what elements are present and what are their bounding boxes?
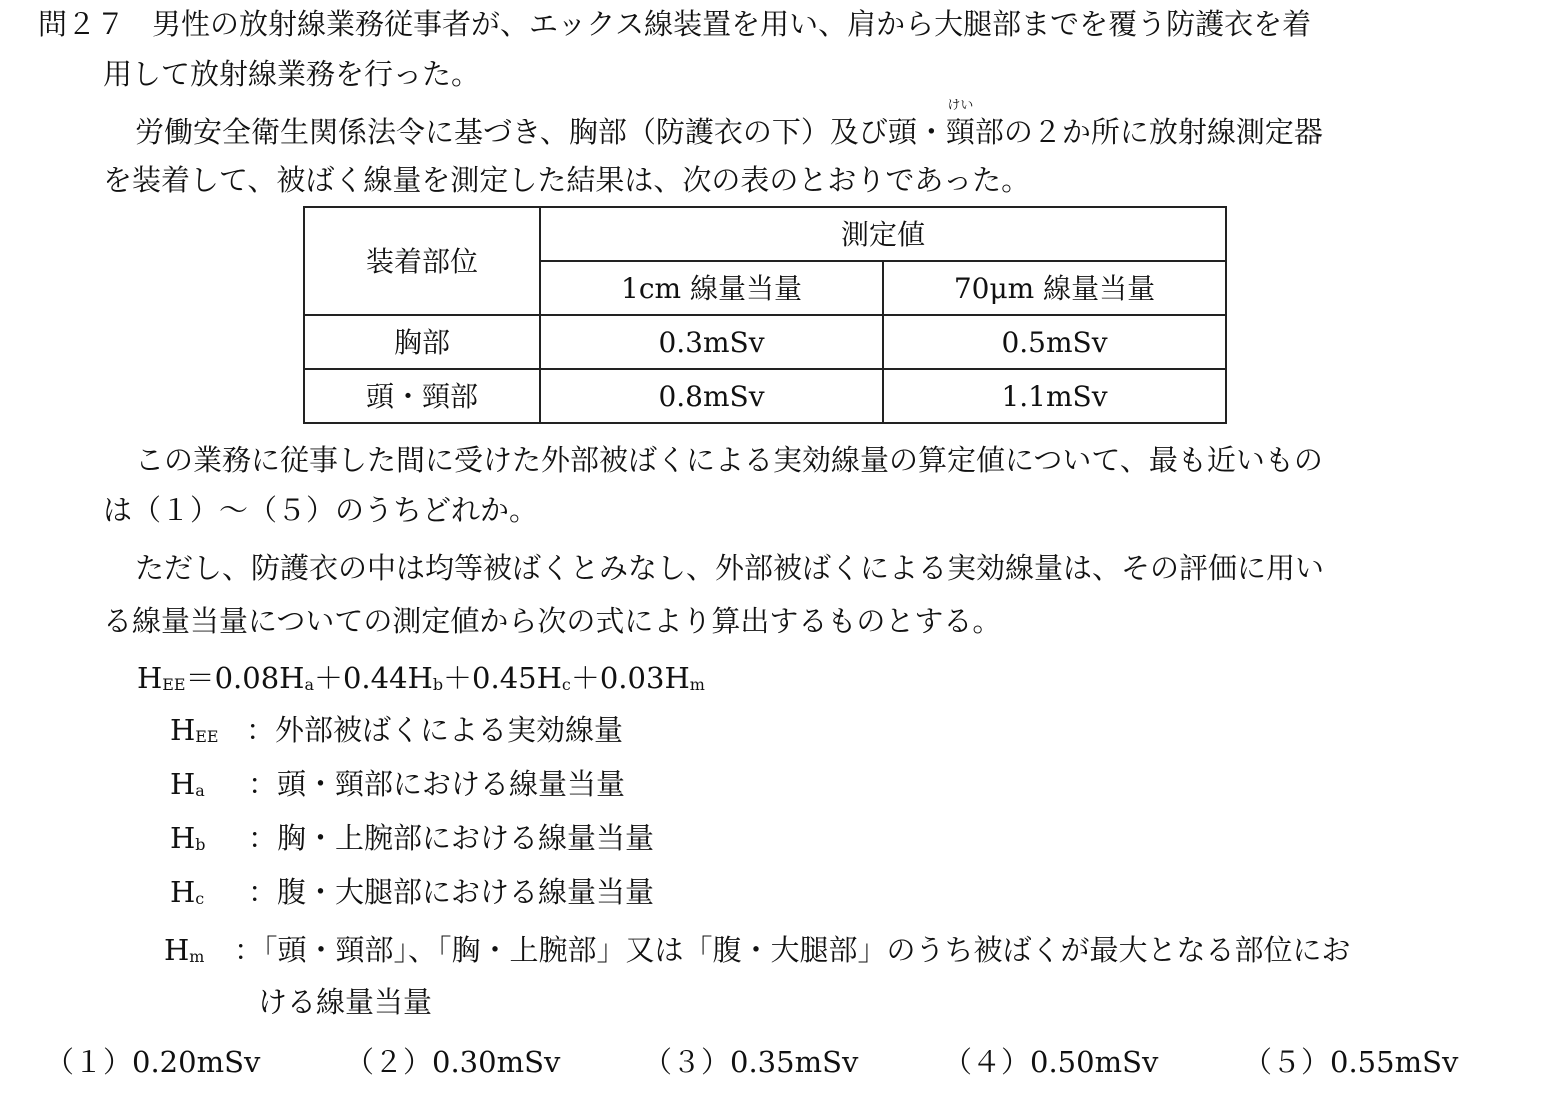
symbol-hc: Hc xyxy=(170,875,205,909)
choice-3[interactable]: （３）0.35mSv xyxy=(643,1045,859,1079)
symbol-ha: Ha xyxy=(170,767,205,801)
legend-hm-line-2: ける線量当量 xyxy=(258,985,433,1019)
choice-2[interactable]: （２）0.30mSv xyxy=(345,1045,561,1079)
header-70um: 70μm 線量当量 xyxy=(883,261,1226,315)
value-1cm-cell: 0.3mSv xyxy=(540,315,883,369)
symbol-hb: Hb xyxy=(170,821,206,855)
question-number: 問２７ xyxy=(38,7,126,41)
choice-5[interactable]: （５）0.55mSv xyxy=(1243,1045,1459,1079)
stem-line-1: 男性の放射線業務従事者が、エックス線装置を用い、肩から大腿部までを覆う防護衣を着 xyxy=(152,7,1312,41)
value-1cm-cell: 0.8mSv xyxy=(540,369,883,423)
kanji-with-furigana xyxy=(945,98,975,150)
value-70um-cell: 1.1mSv xyxy=(883,369,1226,423)
header-measured: 測定値 xyxy=(540,207,1226,261)
stem-line-2: 用して放射線業務を行った。 xyxy=(103,57,481,91)
legend-ha: Ha ：頭・頸部における線量当量 xyxy=(170,767,626,801)
para2-text-b: 部の２か所に放射線測定器 xyxy=(974,115,1323,149)
para4-line-1: ただし、防護衣の中は均等被ばくとみなし、外部被ばくによる実効線量は、その評価に用い xyxy=(135,551,1325,585)
furigana: けい xyxy=(947,98,974,113)
formula: HEE＝0.08Ha＋0.44Hb＋0.45Hc＋0.03Hm xyxy=(137,661,705,695)
legend-hm: Hm ：「頭・頸部」、「胸・上腕部」又は「腹・大腿部」のうち被ばくが最大となる部位にお xyxy=(164,933,1351,967)
para3-line-2: は（１）～（５）のうちどれか。 xyxy=(103,493,539,527)
table-row xyxy=(304,369,1226,423)
header-1cm: 1cm 線量当量 xyxy=(540,261,883,315)
value-70um-cell: 0.5mSv xyxy=(883,315,1226,369)
site-cell: 胸部 xyxy=(304,315,540,369)
para4-line-2: る線量当量についての測定値から次の式により算出するものとする。 xyxy=(103,604,1002,638)
table-row xyxy=(304,315,1226,369)
para2-line-2: を装着して、被ばく線量を測定した結果は、次の表のとおりであった。 xyxy=(103,163,1031,197)
para2-text-a: 労働安全衛生関係法令に基づき、胸部（防護衣の下）及び頭・ xyxy=(135,115,946,149)
site-cell: 頭・頸部 xyxy=(304,369,540,423)
para2-line-1 xyxy=(135,98,1323,150)
legend-hee: HEE ：外部被ばくによる実効線量 xyxy=(170,713,624,747)
symbol-hm: Hm xyxy=(164,933,205,967)
choice-1[interactable]: （１）0.20mSv xyxy=(45,1045,261,1079)
legend-hc: Hc ：腹・大腿部における線量当量 xyxy=(170,875,655,909)
choice-4[interactable]: （４）0.50mSv xyxy=(943,1045,1159,1079)
symbol-hee: HEE xyxy=(170,713,219,747)
para3-line-1: この業務に従事した間に受けた外部被ばくによる実効線量の算定値について、最も近いもの xyxy=(135,443,1323,477)
furigana-base: 頸 xyxy=(945,115,975,149)
header-site: 装着部位 xyxy=(304,207,540,315)
measurement-table xyxy=(303,206,1227,424)
legend-hb: Hb ：胸・上腕部における線量当量 xyxy=(170,821,655,855)
